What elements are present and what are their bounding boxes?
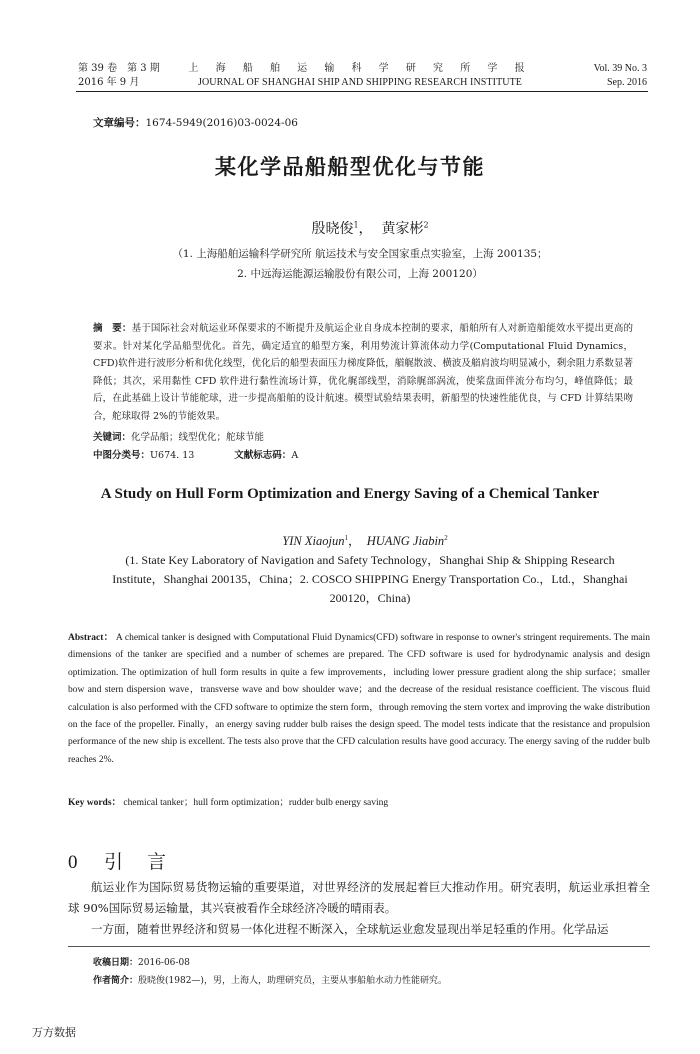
- abstract-en-label: Abstract：: [68, 633, 114, 643]
- section-title: 引言: [104, 851, 191, 873]
- section-number: 0: [68, 852, 78, 873]
- author-1-cn: 殷晓俊: [311, 221, 354, 237]
- keywords-cn-text: 化学品船；线型优化；舵球节能: [131, 432, 265, 443]
- received-label: 收稿日期：: [93, 958, 139, 968]
- volume-issue-en: Vol. 39 No. 3: [593, 63, 647, 74]
- affiliation-cn-line: （1. 上海船舶运输科学研究所 航运技术与安全国家重点实验室，上海 200135；: [172, 248, 548, 260]
- volume-issue-cn: 第 39 卷 第 3 期: [78, 63, 160, 74]
- footnote-author: [93, 973, 447, 986]
- title-en: A Study on Hull Form Optimization and Energy Saving of a Chemical Tanker: [100, 486, 600, 502]
- abstract-cn-label: 摘 要：: [93, 323, 132, 334]
- footnote-rule: [68, 946, 650, 947]
- body-paragraph: 航运业作为国际贸易货物运输的重要渠道，对世界经济的发展起着巨大推动作用。研究表明，航运业承担着全球 90%国际贸易运输量，其兴衰被看作全球经济冷暖的晴雨表。: [68, 880, 650, 915]
- header-left: [78, 62, 160, 90]
- keywords-en-label: Key words：: [68, 798, 122, 808]
- author-2-cn: 黄家彬: [381, 221, 424, 237]
- title-cn: 某化学品船船型优化与节能: [215, 155, 485, 179]
- header-rule: [76, 91, 648, 92]
- received-value: 2016-06-08: [138, 958, 190, 968]
- article-number-value: 1674-5949(2016)03-0024-06: [145, 117, 298, 129]
- keywords-en-text: chemical tanker；hull form optimization；rudder bulb energy saving: [123, 798, 389, 808]
- body-text: [68, 877, 650, 940]
- authors-cn: [0, 218, 700, 238]
- author-2-sup: 2: [423, 220, 429, 230]
- section-heading: [68, 847, 190, 874]
- journal-name-en: JOURNAL OF SHANGHAI SHIP AND SHIPPING RESEARCH INSTITUTE: [197, 77, 523, 88]
- footnote-received: [93, 955, 190, 968]
- author-separator: ，: [358, 221, 373, 237]
- abstract-en: [68, 630, 650, 769]
- author-2-en-sup: 2: [444, 533, 448, 542]
- author-bio-value: 殷晓俊(1982—)，男，上海人，助理研究员，主要从事船舶水动力性能研究。: [138, 976, 447, 986]
- affiliation-en: (1. State Key Laboratory of Navigation and Safety Technology，Shanghai Ship & Shipping Research Institute，Shanghai 200135，China；2. COSCO SHIPPING Energy Transportation Co.，Ltd.，Shanghai 200120，China): [112, 553, 628, 605]
- author-1-en: YIN Xiaojun: [282, 534, 345, 548]
- author-1-sup: 1: [353, 220, 359, 230]
- doc-code-value: A: [291, 450, 299, 461]
- author-bio-label: 作者简介：: [93, 976, 139, 986]
- date-cn: 2016 年 9 月: [78, 77, 140, 88]
- author-1-en-sup: 1: [344, 533, 348, 542]
- affiliation-cn-line: 2. 中远海运能源运输股份有限公司，上海 200120）: [237, 268, 483, 280]
- doc-code-label: 文献标志码：: [234, 450, 292, 461]
- affiliations-cn: [0, 244, 700, 284]
- header-center: [180, 62, 540, 90]
- keywords-en: [68, 794, 388, 808]
- journal-name-cn: 上 海 船 舶 运 输 科 学 研 究 所 学 报: [188, 63, 532, 74]
- clc-value: U674. 13: [150, 450, 195, 461]
- classification-cn: [93, 447, 298, 461]
- keywords-cn-label: 关键词：: [93, 432, 132, 443]
- abstract-cn-text: 基于国际社会对航运业环保要求的不断提升及航运企业自身成本控制的要求，船舶所有人对新造船能效水平提出更高的要求。针对某化学品船型优化。首先，确定适宜的船型方案，利用势流计算流体动力学(Computational Fluid Dynamics，CFD)软件进行波形分析和优化线型，优化后的船型表面压力梯度降低，艏艉散波、横波及艏肩波均明显减小，剩余阻力系数显著降低；其次，采用黏性 CFD 软件进行黏性流场计算，优化艉部线型，消除艉部涡流，使桨盘面伴流分布均匀，峰值降低；最后，在此基础上设计节能舵球，进一步提高船舶的设计航速。模型试验结果表明，新船型的快速性能优良，与 CFD 计算结果吻合，舵球取得 2%的节能效果。: [93, 323, 633, 422]
- clc-label: 中图分类号：: [93, 450, 151, 461]
- wanfang-watermark: 万方数据: [32, 1026, 76, 1039]
- date-en: Sep. 2016: [607, 77, 647, 88]
- authors-en: [0, 531, 700, 549]
- abstract-en-text: A chemical tanker is designed with Computational Fluid Dynamics(CFD) software in response to owner's stringent requirements. The main dimensions of the tanker are specified and a number of schemes are prepared. The CFD software is used for hydrodynamic analysis and design optimization. The optimization of hull form results in quite a few improvements，including lower pressure gradient along the ship surface；smaller bow and stern dispersion wave，transverse wave and bow shoulder wave；and the decrease of the residual resistance coefficient. The viscous fluid calculation is also performed with the CFD software to optimize the stern form，through removing the stern vortex and improving the wake distribution on the face of the propeller. Finally，an energy saving rudder bulb raises the design speed. The model tests indicate that the resistance and propulsion performance of the new ship is excellent. The tests also prove that the CFD calculation results have good accuracy. The energy saving of the rudder bulb reaches 2%.: [68, 633, 651, 765]
- header-right: [594, 62, 647, 90]
- article-number: [93, 115, 298, 130]
- abstract-cn: [93, 320, 633, 425]
- article-number-label: 文章编号：: [93, 117, 146, 129]
- author-en-separator: ，: [347, 534, 361, 548]
- body-paragraph: 一方面，随着世界经济和贸易一体化进程不断深入，全球航运业愈发显现出举足轻重的作用。化学品运: [91, 922, 609, 936]
- author-2-en: HUANG Jiabin: [366, 534, 445, 548]
- keywords-cn: [93, 429, 264, 443]
